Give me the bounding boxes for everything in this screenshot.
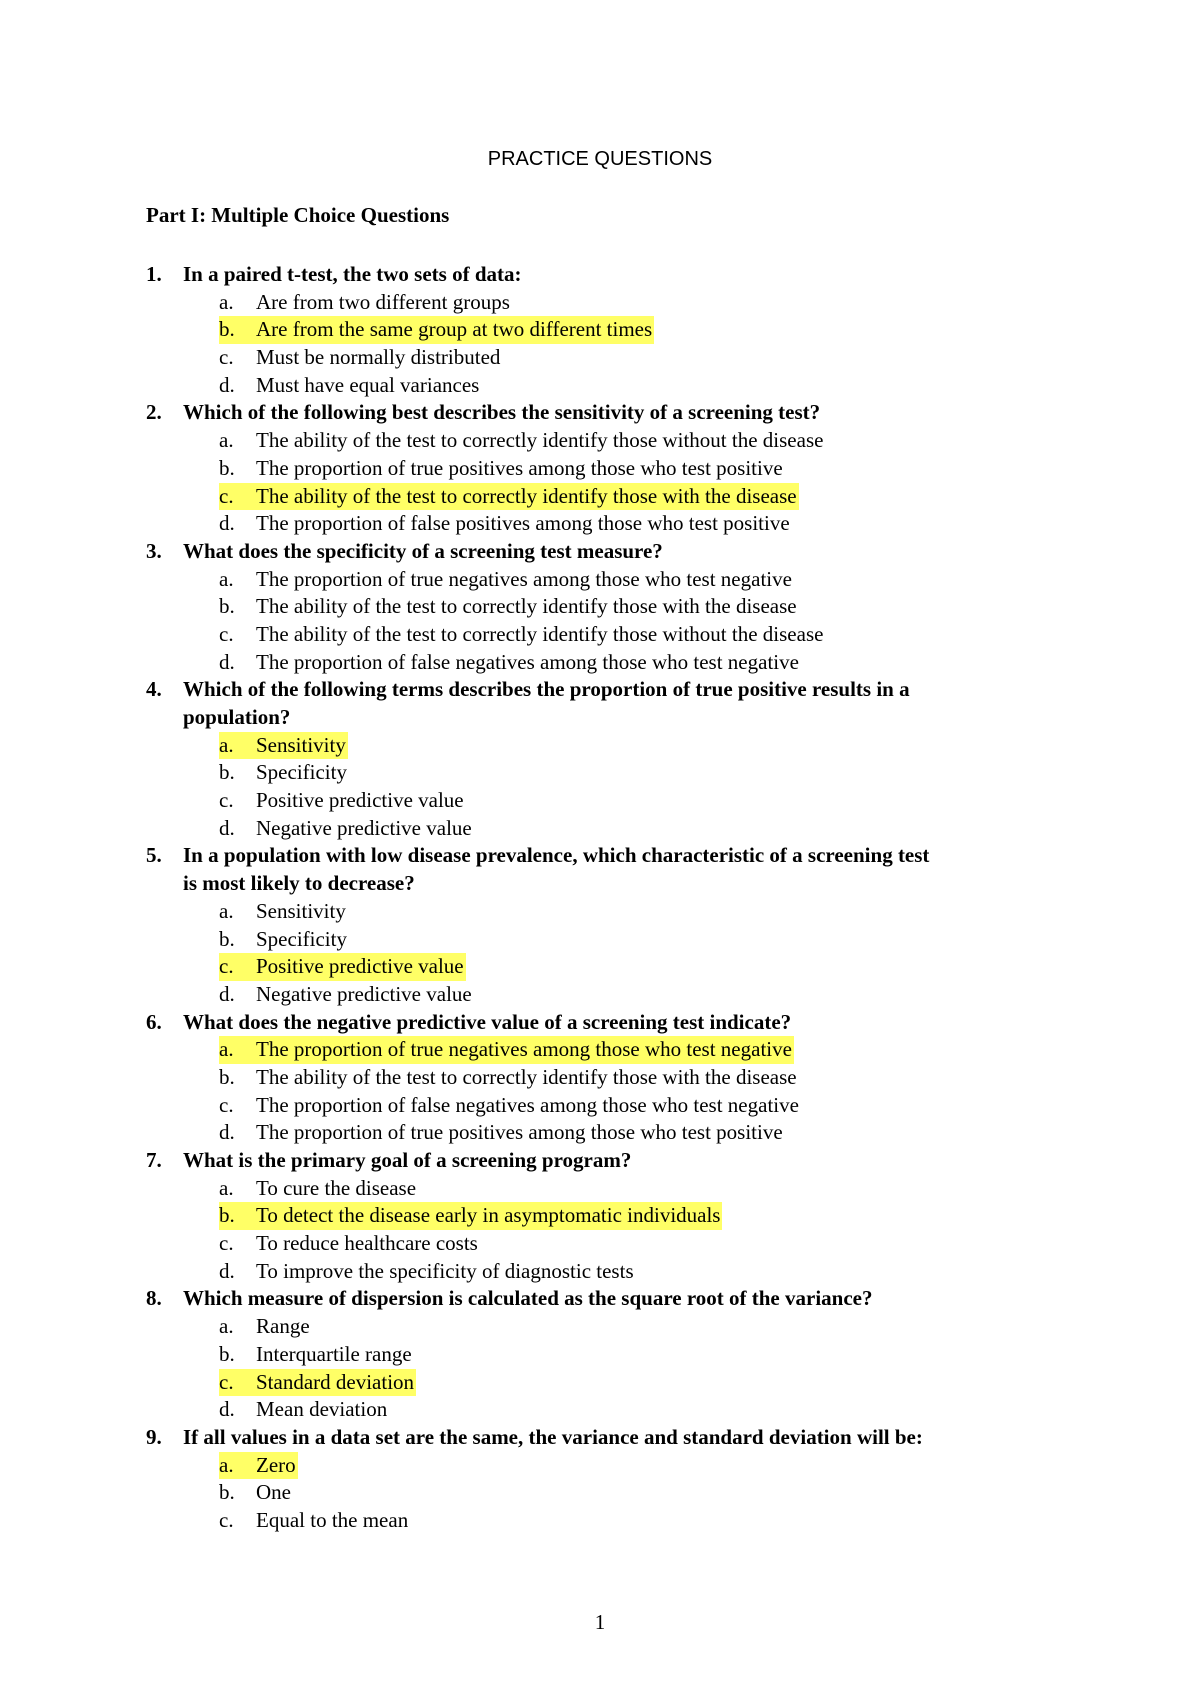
part-heading: Part I: Multiple Choice Questions	[146, 203, 450, 227]
answer-option	[0, 926, 1200, 954]
answer-option	[0, 1479, 1200, 1507]
answer-option-body	[219, 649, 801, 677]
option-letter: d.	[219, 1258, 235, 1283]
answer-option-body	[219, 1258, 636, 1286]
answer-option-body	[219, 1479, 293, 1507]
question-number: 8.	[146, 1286, 162, 1311]
answer-option-body	[219, 1175, 418, 1203]
answer-option	[0, 593, 1200, 621]
question-line	[0, 399, 1200, 427]
answer-option	[0, 1064, 1200, 1092]
option-text: The ability of the test to correctly identify those without the disease	[256, 428, 824, 453]
option-letter: c.	[219, 788, 234, 813]
option-text: To cure the disease	[256, 1175, 417, 1200]
question-line	[0, 870, 1200, 898]
option-letter: d.	[219, 981, 235, 1006]
option-letter: a.	[219, 1452, 234, 1477]
option-letter: d.	[219, 649, 235, 674]
answer-option-body	[219, 1396, 389, 1424]
option-text: To improve the specificity of diagnostic tests	[256, 1258, 634, 1283]
option-text: The proportion of false positives among those who test positive	[256, 511, 790, 536]
answer-option-body	[219, 1313, 312, 1341]
question-line	[0, 1147, 1200, 1175]
answer-option-body	[219, 1507, 410, 1535]
option-text: Specificity	[256, 926, 347, 951]
answer-option-body	[219, 372, 481, 400]
option-letter: b.	[219, 1480, 235, 1505]
option-text: Negative predictive value	[256, 981, 472, 1006]
answer-option-body	[219, 1064, 799, 1092]
option-text: To reduce healthcare costs	[256, 1231, 478, 1256]
option-letter: b.	[219, 455, 235, 480]
answer-option	[0, 1258, 1200, 1286]
question-number: 6.	[146, 1009, 162, 1034]
answer-option-body	[219, 455, 785, 483]
highlighted-answer	[219, 1452, 298, 1480]
option-letter: d.	[219, 511, 235, 536]
option-text: Equal to the mean	[256, 1507, 409, 1532]
highlighted-answer	[219, 1202, 722, 1230]
answer-option	[0, 981, 1200, 1009]
question-line	[0, 538, 1200, 566]
answer-option-body	[219, 427, 825, 455]
option-text: Must have equal variances	[256, 372, 480, 397]
answer-option	[0, 510, 1200, 538]
option-letter: a.	[219, 1037, 234, 1062]
question-line	[0, 842, 1200, 870]
option-letter: c.	[219, 1231, 234, 1256]
answer-option	[0, 787, 1200, 815]
question-line	[0, 704, 1200, 732]
question-text: What does the negative predictive value of a screening test indicate?	[183, 1009, 792, 1034]
option-letter: b.	[219, 1064, 235, 1089]
answer-option	[0, 1369, 1200, 1397]
answer-option-body	[219, 1119, 785, 1147]
option-text: The proportion of false negatives among those who test negative	[256, 649, 799, 674]
option-text: The ability of the test to correctly identify those with the disease	[256, 594, 797, 619]
answer-option-body	[219, 289, 512, 317]
option-text: The ability of the test to correctly identify those with the disease	[256, 1064, 797, 1089]
option-letter: d.	[219, 372, 235, 397]
option-letter: c.	[219, 1092, 234, 1117]
answer-option	[0, 732, 1200, 760]
answer-option-body	[219, 566, 794, 594]
answer-option	[0, 1202, 1200, 1230]
answer-option-body	[219, 898, 348, 926]
question-text: Which of the following best describes the sensitivity of a screening test?	[183, 400, 821, 425]
answer-option-body	[219, 1092, 801, 1120]
question-text: is most likely to decrease?	[183, 871, 415, 896]
question-number: 4.	[146, 677, 162, 702]
option-text: The proportion of true positives among those who test positive	[256, 455, 783, 480]
answer-option	[0, 1092, 1200, 1120]
option-letter: b.	[219, 760, 235, 785]
answer-option	[0, 566, 1200, 594]
answer-option	[0, 953, 1200, 981]
question-text: In a population with low disease prevalence, which characteristic of a screening test	[183, 843, 930, 868]
question-line	[0, 1009, 1200, 1037]
option-text: Are from the same group at two different times	[256, 317, 653, 342]
answer-option	[0, 483, 1200, 511]
answer-option-body	[219, 510, 792, 538]
option-text: Sensitivity	[256, 898, 346, 923]
question-text: population?	[183, 705, 291, 729]
answer-option	[0, 649, 1200, 677]
question-number: 2.	[146, 400, 162, 425]
page-number: 1	[594, 1610, 606, 1634]
question-number: 5.	[146, 843, 162, 868]
answer-option	[0, 427, 1200, 455]
highlighted-answer	[219, 483, 799, 511]
question-text: In a paired t-test, the two sets of data:	[183, 262, 522, 286]
answer-option	[0, 344, 1200, 372]
answer-option-body	[219, 759, 349, 787]
answer-option-body	[219, 344, 502, 372]
option-letter: c.	[219, 621, 234, 646]
option-text: To detect the disease early in asymptomatic individuals	[256, 1203, 721, 1228]
answer-option	[0, 1341, 1200, 1369]
question-line	[0, 1424, 1200, 1452]
answer-option	[0, 1313, 1200, 1341]
option-letter: a.	[219, 1314, 234, 1339]
option-letter: b.	[219, 594, 235, 619]
option-letter: d.	[219, 1120, 235, 1145]
option-text: Positive predictive value	[256, 954, 464, 979]
option-text: Are from two different groups	[256, 289, 510, 314]
question-text: Which of the following terms describes the proportion of true positive results in a	[183, 677, 910, 702]
option-text: The ability of the test to correctly identify those without the disease	[256, 621, 824, 646]
option-text: Standard deviation	[256, 1369, 415, 1394]
option-text: Specificity	[256, 760, 347, 785]
answer-option-body	[219, 593, 799, 621]
option-text: The proportion of true negatives among those who test negative	[256, 1037, 792, 1062]
option-text: Must be normally distributed	[256, 345, 501, 370]
option-letter: a.	[219, 428, 234, 453]
option-letter: a.	[219, 1175, 234, 1200]
answer-option	[0, 1396, 1200, 1424]
answer-option-body	[219, 981, 474, 1009]
question-text: Which measure of dispersion is calculated as the square root of the variance?	[183, 1286, 873, 1311]
option-text: One	[256, 1480, 291, 1505]
highlighted-answer	[219, 316, 654, 344]
answer-option	[0, 621, 1200, 649]
answer-option	[0, 898, 1200, 926]
question-number: 3.	[146, 538, 162, 563]
option-letter: a.	[219, 898, 234, 923]
question-number: 1.	[146, 262, 162, 286]
option-letter: b.	[219, 926, 235, 951]
option-letter: a.	[219, 566, 234, 591]
option-letter: b.	[219, 317, 235, 342]
highlighted-answer	[219, 732, 348, 760]
question-line	[0, 261, 1200, 289]
answer-option	[0, 1452, 1200, 1480]
option-text: Sensitivity	[256, 732, 346, 757]
answer-option-body	[219, 926, 349, 954]
answer-option	[0, 1230, 1200, 1258]
highlighted-answer	[219, 1369, 416, 1397]
answer-option-body	[219, 1341, 414, 1369]
answer-option	[0, 1507, 1200, 1535]
option-text: Range	[256, 1314, 310, 1339]
question-text: What does the specificity of a screening test measure?	[183, 538, 663, 563]
option-letter: a.	[219, 732, 234, 757]
answer-option-body	[219, 815, 474, 843]
answer-option	[0, 289, 1200, 317]
answer-option	[0, 1175, 1200, 1203]
option-text: The ability of the test to correctly identify those with the disease	[256, 483, 797, 508]
question-number: 7.	[146, 1148, 162, 1172]
option-text: Zero	[256, 1452, 296, 1477]
answer-option-body	[219, 1230, 480, 1258]
answer-option	[0, 372, 1200, 400]
option-text: The proportion of false negatives among those who test negative	[256, 1092, 799, 1117]
option-letter: c.	[219, 1507, 234, 1532]
option-letter: b.	[219, 1341, 235, 1366]
answer-option	[0, 316, 1200, 344]
option-text: The proportion of true positives among those who test positive	[256, 1120, 783, 1145]
answer-option-body	[219, 787, 466, 815]
highlighted-answer	[219, 1036, 794, 1064]
question-number: 9.	[146, 1424, 162, 1449]
question-line	[0, 1285, 1200, 1313]
answer-option	[0, 1119, 1200, 1147]
option-letter: d.	[219, 815, 235, 840]
option-letter: c.	[219, 1369, 234, 1394]
answer-option	[0, 759, 1200, 787]
option-letter: a.	[219, 289, 234, 314]
answer-option	[0, 1036, 1200, 1064]
answer-option	[0, 815, 1200, 843]
page-title: PRACTICE QUESTIONS	[487, 148, 713, 170]
option-text: Interquartile range	[256, 1341, 412, 1366]
option-letter: c.	[219, 345, 234, 370]
option-text: Mean deviation	[256, 1397, 388, 1422]
option-text: Negative predictive value	[256, 815, 472, 840]
answer-option	[0, 455, 1200, 483]
option-letter: c.	[219, 954, 234, 979]
question-list	[0, 261, 1200, 1535]
question-text: What is the primary goal of a screening program?	[183, 1148, 632, 1172]
question-text: If all values in a data set are the same, the variance and standard deviation will be:	[183, 1424, 923, 1449]
option-letter: d.	[219, 1397, 235, 1422]
option-text: Positive predictive value	[256, 788, 464, 813]
option-letter: b.	[219, 1203, 235, 1228]
answer-option-body	[219, 621, 825, 649]
question-line	[0, 676, 1200, 704]
option-letter: c.	[219, 483, 234, 508]
option-text: The proportion of true negatives among those who test negative	[256, 566, 792, 591]
highlighted-answer	[219, 953, 466, 981]
